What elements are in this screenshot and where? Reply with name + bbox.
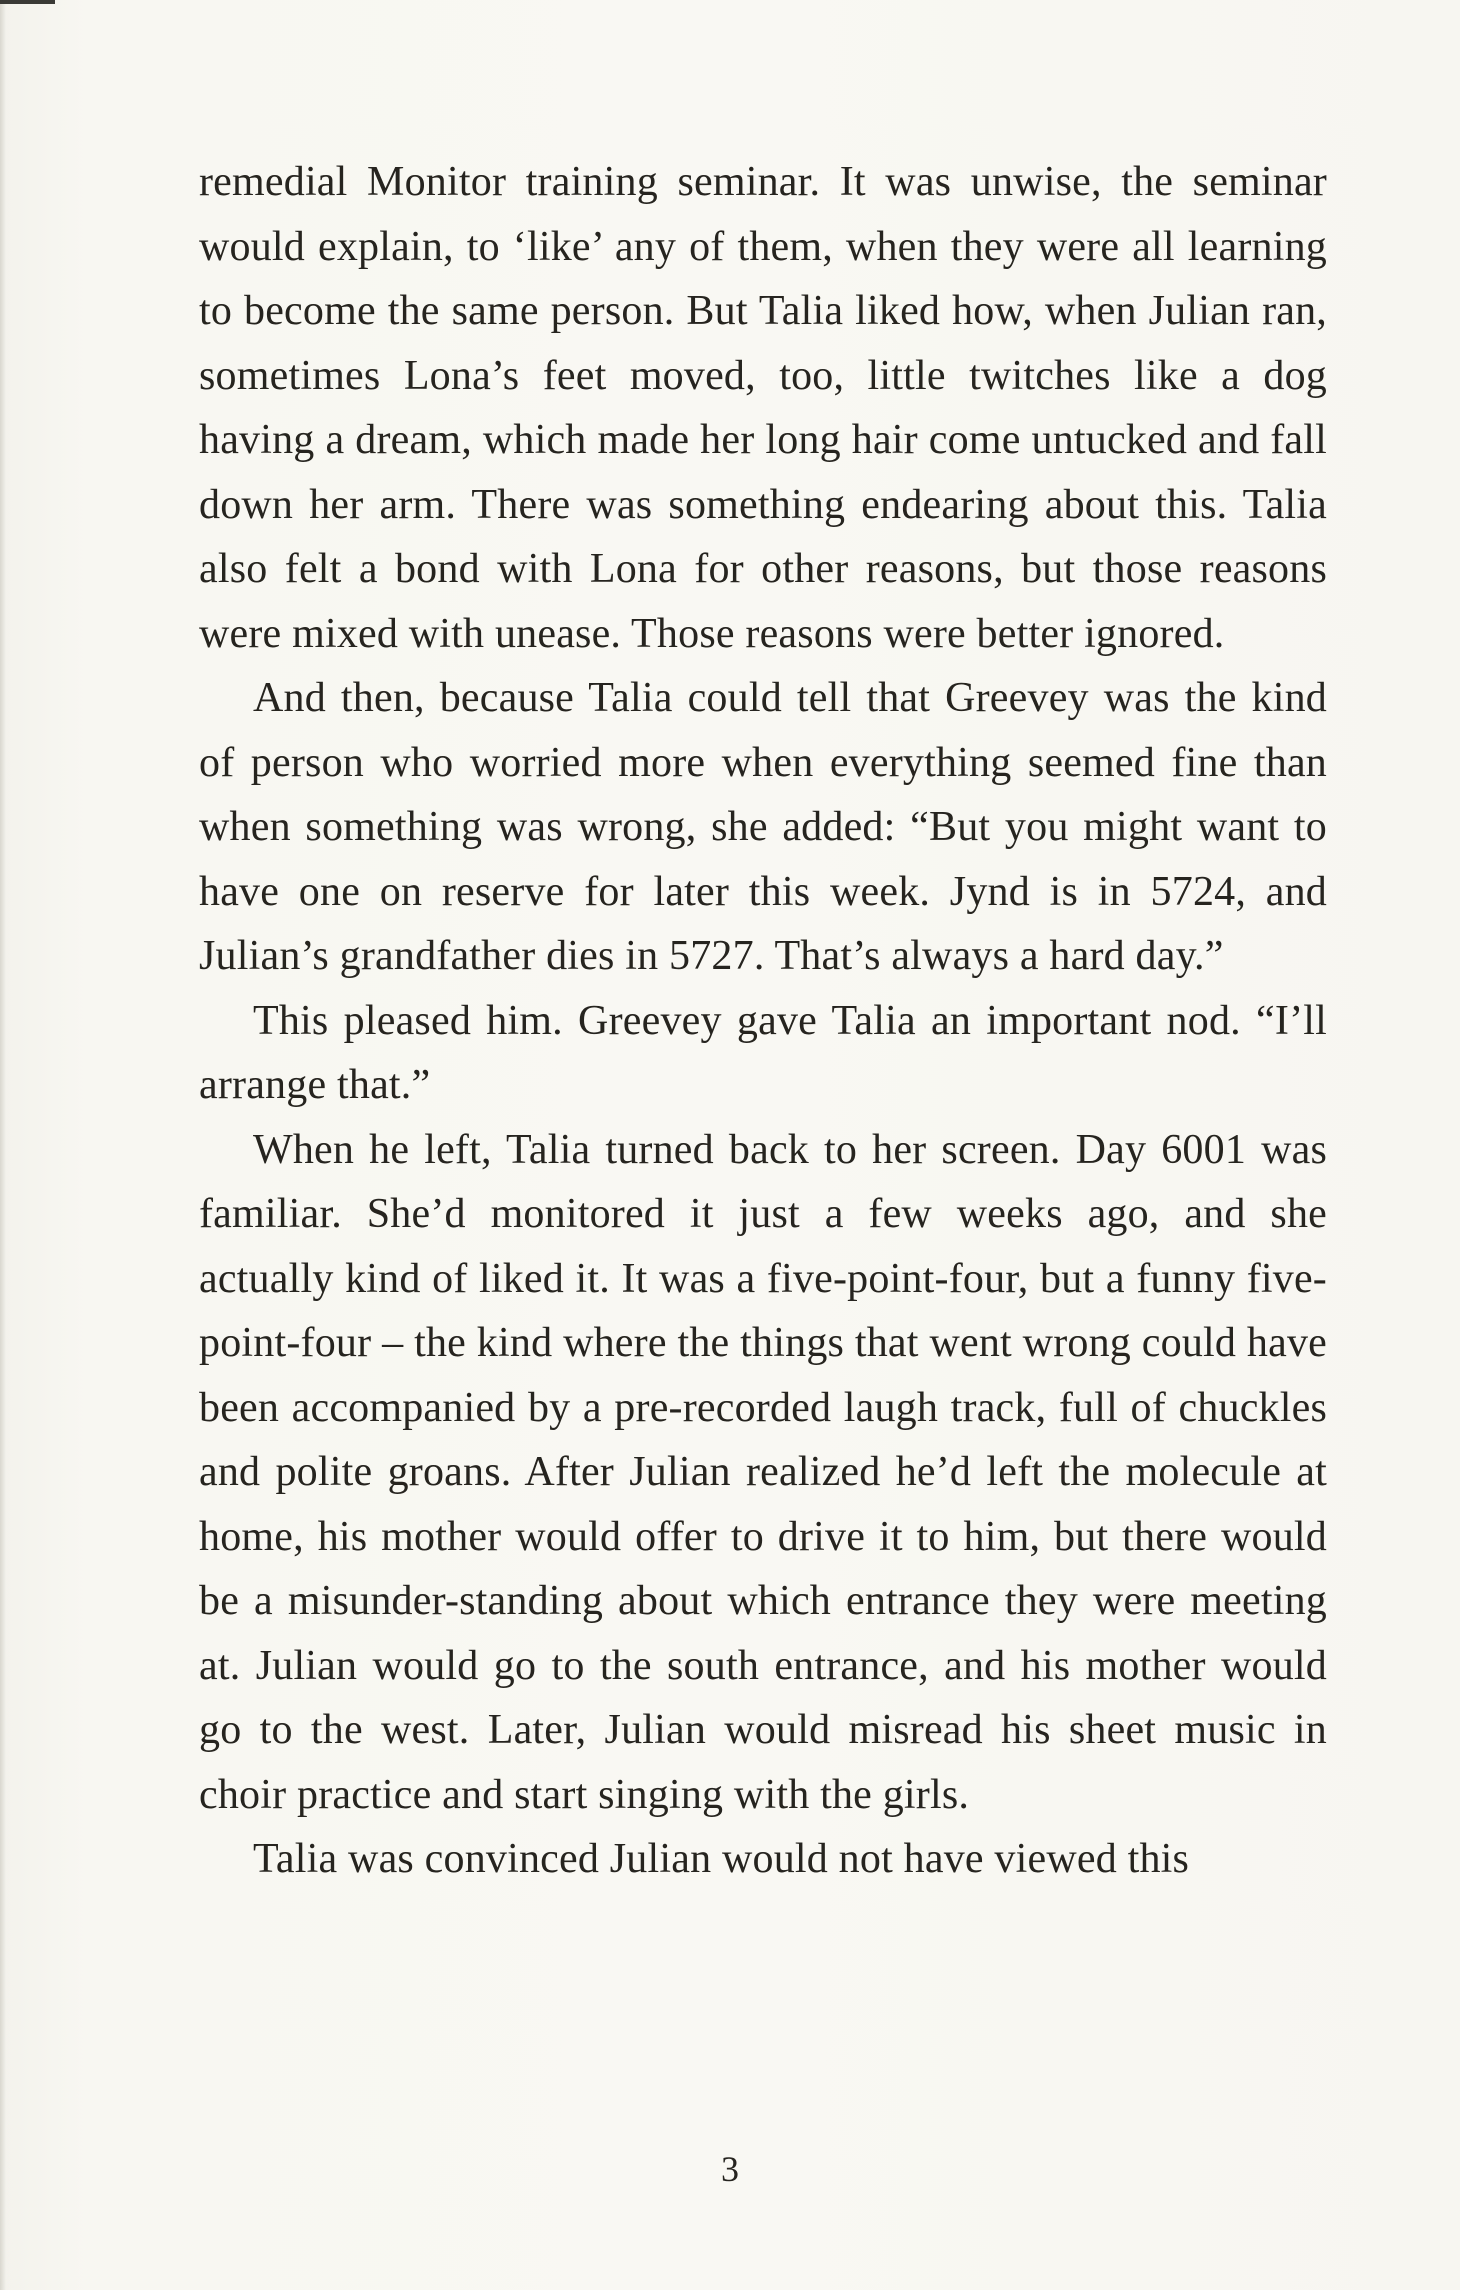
paragraph-1: remedial Monitor training seminar. It was unwise, the seminar would explain, to ‘like’ any of them, when they were all learning to become the same person. But Talia liked how, when Julian ran, sometimes Lona’s feet moved, too, little twitches like a dog having a dream, which made her long hair come untucked and fall down her arm. There was something endearing about this. Talia also felt a bond with Lona for other reasons, but those reasons were mixed with unease. Those reasons were better ignored. <box>199 159 1327 657</box>
paragraph-2: And then, because Talia could tell that Greevey was the kind of person who worried more when everything seemed fine than when something was wrong, she added: “But you might want to have one on reserve for later this week. Jynd is in 5724, and Julian’s grandfather dies in 5727. That’s always a hard day.” <box>199 675 1327 979</box>
paragraph-3: This pleased him. Greevey gave Talia an important nod. “I’ll arrange that.” <box>199 997 1327 1108</box>
page-number: 3 <box>721 2149 739 2189</box>
paragraph-5: Talia was convinced Julian would not have viewed this <box>253 1836 1190 1882</box>
paragraph-4: When he left, Talia turned back to her screen. Day 6001 was familiar. She’d monitored it just a few weeks ago, and she actually kind of liked it. It was a five-point-four, but a funny five-point-four – the kind where the things that went wrong could have been accompanied by a pre-recorded laugh track, full of chuckles and polite groans. After Julian realized he’d left the molecule at home, his mother would offer to drive it to him, but there would be a misunder-standing about which entrance they were meeting at. Julian would go to the south entrance, and his mother would go to the west. Later, Julian would misread his sheet music in choir practice and start singing with the girls. <box>199 1126 1327 1818</box>
page-spine-edge <box>0 0 6 2290</box>
scan-edge-mark <box>0 0 55 4</box>
body-text <box>199 150 1327 1892</box>
